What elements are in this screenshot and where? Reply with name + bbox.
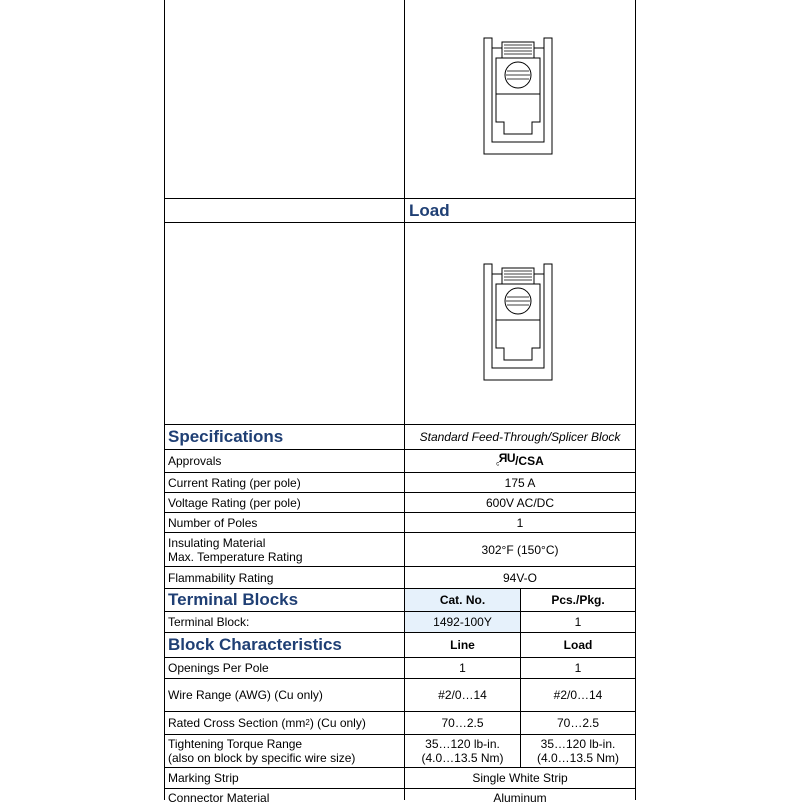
ul-csa-mark-icon: $_c$ЯU	[496, 450, 516, 468]
load-col-header: Load	[563, 638, 593, 652]
approvals-label: Approvals	[168, 454, 222, 468]
voltage-rating-label: Voltage Rating (per pole)	[168, 495, 301, 510]
connector-material-value: Aluminum	[493, 791, 547, 805]
insulating-value: 302°F (150°C)	[481, 542, 559, 557]
cross-section-line: 70…2.5	[441, 716, 484, 730]
current-rating-label: Current Rating (per pole)	[168, 475, 301, 490]
line-col-header: Line	[450, 638, 475, 652]
load-section-header: Load	[409, 200, 450, 220]
terminal-blocks-heading: Terminal Blocks	[168, 590, 299, 609]
wire-range-line: #2/0…14	[438, 688, 487, 702]
cat-no-value[interactable]: 1492-100Y	[433, 615, 492, 629]
torque-line: 35…120 lb-in. (4.0…13.5 Nm)	[421, 737, 504, 765]
torque-load: 35…120 lb-in. (4.0…13.5 Nm)	[536, 737, 620, 765]
specifications-heading: Specifications	[168, 427, 284, 446]
openings-label: Openings Per Pole	[168, 661, 269, 675]
openings-load: 1	[574, 661, 582, 675]
pcs-pkg-header: Pcs./Pkg.	[551, 593, 605, 607]
terminal-block-label: Terminal Block:	[168, 615, 250, 629]
marking-strip-value: Single White Strip	[472, 771, 568, 785]
wire-range-label: Wire Range (AWG) (Cu only)	[168, 688, 323, 702]
spec-sheet	[164, 0, 636, 805]
cross-section-load: 70…2.5	[556, 716, 600, 730]
openings-line: 1	[459, 661, 466, 675]
cross-section-label: Rated Cross Section (mm 2 ) (Cu only)	[168, 716, 366, 730]
marking-strip-label: Marking Strip	[168, 771, 239, 785]
product-type: Standard Feed-Through/Splicer Block	[419, 430, 621, 444]
pcs-value: 1	[574, 615, 582, 629]
insulating-label: Insulating Material Max. Temperature Rating	[168, 535, 303, 564]
current-rating-value: 175 A	[504, 475, 536, 490]
torque-label: Tightening Torque Range (also on block by specific wire size)	[168, 737, 356, 765]
terminal-block-drawing-load	[482, 262, 554, 382]
flammability-label: Flammability Rating	[168, 570, 274, 585]
wire-range-load: #2/0…14	[553, 688, 603, 702]
approvals-value: $_c$ЯU /CSA	[405, 450, 635, 472]
connector-material-label: Connector Material	[168, 791, 270, 805]
voltage-rating-value: 600V AC/DC	[485, 495, 555, 510]
terminal-block-drawing-line	[482, 36, 554, 156]
poles-value: 1	[516, 515, 524, 530]
poles-label: Number of Poles	[168, 515, 258, 530]
flammability-value: 94V-O	[502, 570, 538, 585]
block-characteristics-heading: Block Characteristics	[168, 635, 342, 654]
cat-no-header: Cat. No.	[439, 593, 486, 607]
